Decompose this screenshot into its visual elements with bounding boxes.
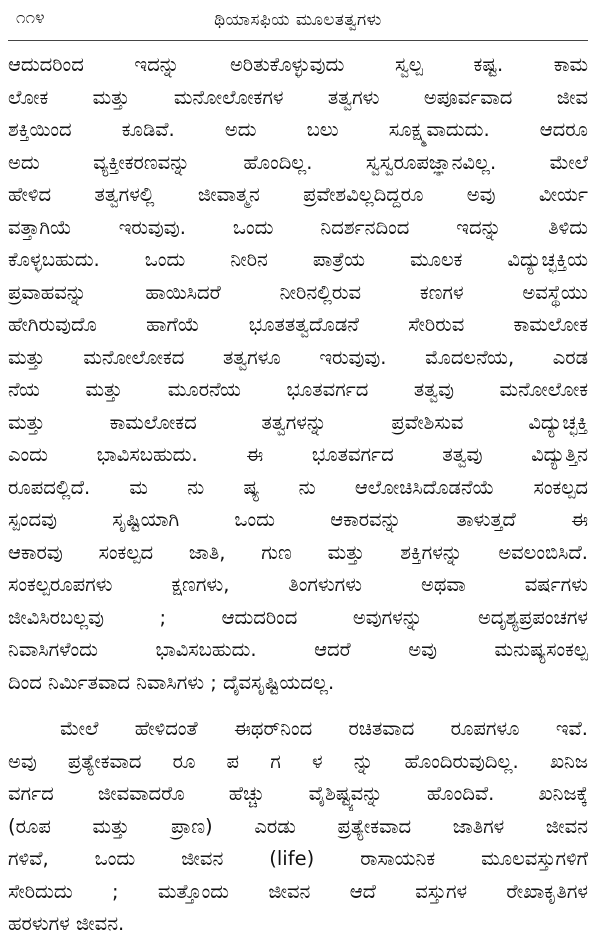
paragraph-gap <box>8 699 588 713</box>
paragraph-1 <box>8 49 588 699</box>
text-line: ಎಂದು ಭಾವಿಸಬಹುದು. ಈ ಭೂತವರ್ಗದ ತತ್ವವು ವಿದ್ಯುತ್ತಿನ <box>8 443 588 466</box>
paragraph-2 <box>8 713 588 941</box>
text-line: ಮತ್ತು ಮನೋಲೋಕದ ತತ್ವಗಳೂ ಇರುವುವು. ಮೊದಲನೆಯ, ಎರಡ <box>8 345 588 369</box>
text-line: ಹರಳುಗಳ ಜೀವನ. <box>8 912 125 935</box>
text-line: ಹೇಳಿದ ತತ್ವಗಳಲ್ಲಿ ಜೀವಾತ್ಮನ ಪ್ರವೇಶವಿಲ್ಲದಿದ್ದರೂ ಅವು ವೀರ್ಯ <box>8 183 588 206</box>
text-line: ಸಂಕಲ್ಪರೂಪಗಳು ಕ್ಷಣಗಳು, ತಿಂಗಳುಗಳು ಅಥವಾ ವರ್ಷಗಳು <box>8 573 588 596</box>
text-line: ಸೇರಿದುದು ; ಮತ್ತೊಂದು ಜೀವನ ಆದೆ ವಸ್ತುಗಳ ರೇಖಾಕೃತಿಗಳ <box>8 879 588 903</box>
text-line: ನಿವಾಸಿಗಳೆಂದು ಭಾವಿಸಬಹುದು. ಆದರೆ ಅವು ಮನುಷ್ಯಸಂಕಲ್ಪ <box>8 638 588 661</box>
text-line: ಆದುದರಿಂದ ಇದನ್ನು ಅರಿತುಕೊಳ್ಳುವುದು ಸ್ವಲ್ಪ ಕಷ್ಟ. ಕಾಮ <box>8 53 588 76</box>
text-line: ಶಕ್ತಿಯಿಂದ ಕೂಡಿವೆ. ಅದು ಬಲು ಸೂಕ್ಷ್ಮವಾದುದು. ಆದರೂ <box>8 118 588 141</box>
text-line: ಅವು ಪ್ರತ್ಯೇಕವಾದ ರೂ ಪ ಗ ಳ ನ್ನು ಹೊಂದಿರುವುದಿಲ್ಲ. ಖನಿಜ <box>8 749 588 773</box>
page-header <box>8 0 588 41</box>
text-line: ಅದು ವ್ಯಕ್ತೀಕರಣವನ್ನು ಹೊಂದಿಲ್ಲ. ಸ್ವಸ್ವರೂಪಜ್ಞಾನವಿಲ್ಲ. ಮೇಲೆ <box>8 150 588 174</box>
text-line: (ರೂಪ ಮತ್ತು ಪ್ರಾಣ) ಎರಡು ಪ್ರತ್ಯೇಕವಾದ ಜಾತಿಗಳ ಜೀವನ <box>8 814 588 838</box>
text-line: ಗಳಿವೆ, ಒಂದು ಜೀವನ (life) ರಾಸಾಯನಿಕ ಮೂಲವಸ್ತುಗಳಿಗೆ <box>8 847 588 870</box>
page-number: ೧೧೪ <box>16 8 45 28</box>
text-line: ಆಕಾರವು ಸಂಕಲ್ಪದ ಜಾತಿ, ಗುಣ ಮತ್ತು ಶಕ್ತಿಗಳನ್ನು ಅವಲಂಬಿಸಿದೆ. <box>8 540 588 564</box>
text-line: ಹೇಗಿರುವುದೊ ಹಾಗೆಯೆ ಭೂತತತ್ವದೊಡನೆ ಸೇರಿರುವ ಕಾಮಲೋಕ <box>8 313 588 336</box>
text-line: ದಿಂದ ನಿರ್ಮಿತವಾದ ನಿವಾಸಿಗಳು ; ದೈವಸೃಷ್ಟಿಯದಲ್ಲ. <box>8 670 335 694</box>
text-line: ಮೇಲೆ ಹೇಳಿದಂತೆ ಈಥರ್‌ನಿಂದ ರಚಿತವಾದ ರೂಪಗಳೂ ಇವೆ. <box>60 717 588 740</box>
text-line: ಸ್ಪಂದವು ಸೃಷ್ಟಿಯಾಗಿ ಒಂದು ಆಕಾರವನ್ನು ತಾಳುತ್ತದೆ ಈ <box>8 508 588 531</box>
text-line: ರೂಪದಲ್ಲಿದೆ. ಮ ನು ಷ್ಯ ನು ಆಲೋಚಿಸಿದೊಡನೆಯೆ ಸಂಕಲ್ಪದ <box>8 475 588 499</box>
text-line: ಪ್ರವಾಹವನ್ನು ಹಾಯಿಸಿದರೆ ನೀರಿನಲ್ಲಿರುವ ಕಣಗಳ ಅವಸ್ಥೆಯು <box>8 280 588 304</box>
text-line: ಮತ್ತು ಕಾಮಲೋಕದ ತತ್ವಗಳನ್ನು ಪ್ರವೇಶಿಸುವ ವಿದ್ಯುಚ್ಛಕ್ತಿ <box>8 410 588 434</box>
text-line: ಕೊಳ್ಳಬಹುದು. ಒಂದು ನೀರಿನ ಪಾತ್ರೆಯ ಮೂಲಕ ವಿದ್ಯುಚ್ಛಕ್ತಿಯ <box>8 248 588 271</box>
text-line: ವತ್ತಾಗಿಯೆ ಇರುವುವು. ಒಂದು ನಿದರ್ಶನದಿಂದ ಇದನ್ನು ತಿಳಿದು <box>8 215 588 239</box>
text-line: ನೆಯ ಮತ್ತು ಮೂರನೆಯ ಭೂತವರ್ಗದ ತತ್ವವು ಮನೋಲೋಕ <box>8 378 588 401</box>
text-line: ಜೀವಿಸಿರಬಲ್ಲವು ; ಆದುದರಿಂದ ಅವುಗಳನ್ನು ಅದೃಶ್ಯಪ್ರಪಂಚಗಳ <box>8 605 588 629</box>
text-line: ಲೋಕ ಮತ್ತು ಮನೋಲೋಕಗಳ ತತ್ವಗಳು ಅಪೂರ್ವವಾದ ಜೀವ <box>8 85 588 109</box>
running-title: ಥಿಯಾಸಫಿಯ ಮೂಲತತ್ವಗಳು <box>214 10 382 30</box>
body-text <box>8 49 588 941</box>
text-line: ವರ್ಗದ ಜೀವವಾದರೊ ಹೆಚ್ಚು ವೈಶಿಷ್ಟ್ಯವನ್ನು ಹೊಂದಿವೆ. ಖನಿಜಕ್ಕೆ <box>8 782 588 805</box>
